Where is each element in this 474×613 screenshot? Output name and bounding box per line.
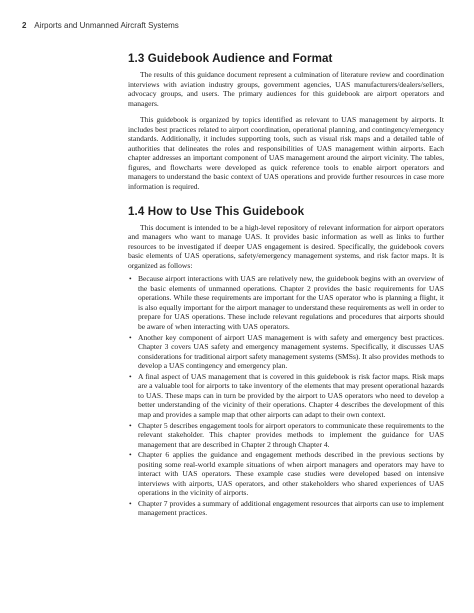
running-head-title: Airports and Unmanned Aircraft Systems (34, 21, 179, 30)
section-audience-format (128, 52, 444, 192)
page-number: 2 (22, 21, 27, 30)
list-item-text: A final aspect of UAS management that is covered in this guidebook is risk factor maps. Risk maps are a valuable tool for airports to take inventory of the elements that may present operational hazards to UAS. These maps can in turn be provided by the airport to UAS operators who need to develop a better understanding of the vicinity of their operations. Chapter 4 describes the development of this map and provides a sample map that other airports can adapt to their own context. (138, 371, 444, 419)
list-item (128, 450, 444, 498)
bullet-glyph: • (129, 450, 132, 460)
section-how-to-use (128, 205, 444, 518)
bullet-glyph: • (129, 371, 132, 381)
list-item-text: Because airport interactions with UAS are relatively new, the guidebook begins with an overview of the basic elements of unmanned operations. Chapter 2 provides the basic requirements for UAS operations. While these requirements are important for the UAS operator who is planning a flight, it is also equally important for the airport manager to understand these requirements as well in order to prepare for UAS operations. These include relevant regulations and procedures that airports should be aware of when interacting with UAS operators. (138, 274, 444, 332)
list-item-text: Chapter 6 applies the guidance and engagement methods described in the previous sections by positing some real-world example situations of when airport managers and operators may have to interact with UAS operators. These example case studies were developed based on intensive interviews with airports, UAS operators, and other stakeholders who shared experiences of UAS operations in the vicinity of airports. (138, 450, 444, 498)
bullet-glyph: • (129, 498, 132, 508)
paragraph: This document is intended to be a high-level repository of relevant information for airport operators and managers who want to manage UAS. It provides basic information as well as links to further resources to be investigated if deeper UAS engagement is desired. Specifically, the guidebook covers basic elements of UAS operations, safety/emergency management systems, and risk factor maps. It is organized as follows: (128, 222, 444, 270)
list-item-text: Chapter 5 describes engagement tools for airport operators to communicate these requirements to the relevant stakeholder. This chapter provides methods to implement the guidance for UAS management that are described in Chapter 2 through Chapter 4. (138, 420, 444, 449)
bullet-glyph: • (129, 420, 132, 430)
section-heading-1-3: 1.3 Guidebook Audience and Format (128, 52, 333, 65)
bullet-glyph: • (129, 332, 132, 342)
running-head (22, 21, 452, 30)
list-item (128, 421, 444, 450)
list-item-text: Another key component of airport UAS management is with safety and emergency best practices. Chapter 3 covers UAS safety and emergency management systems. Specifically, it discusses UAS considerations for traditional airport safety management systems (SMSs). It also provides methods to develop a UAS contingency and emergency plan. (138, 332, 444, 371)
bullet-glyph: • (129, 274, 132, 284)
list-item-text: Chapter 7 provides a summary of additional engagement resources that airports can use to implement management practices. (138, 498, 444, 518)
list-item (128, 499, 444, 518)
list-item (128, 274, 444, 331)
body-content (128, 52, 444, 519)
list-item (128, 372, 444, 420)
paragraph: The results of this guidance document represent a culmination of literature review and coordination interviews with aviation industry groups, government agencies, UAS manufacturers/dealers/sellers, advocacy groups, and users. The primary audiences for this guidebook are airport operators and managers. (128, 70, 444, 108)
paragraph: This guidebook is organized by topics identified as relevant to UAS management by airports. It includes best practices related to airport coordination, operational planning, and contingency/emergency standards. Additionally, it includes supporting tools, such as visual risk maps and a detailed table of authorities that delineates the roles and responsibilities of UAS management within airports. Each chapter addresses an important component of UAS management around the airport vicinity. The tables, figures, and flowcharts were developed as quick reference tools to enable airport operators and managers to understand the basic context of UAS operations and provide further resources in case more information is required. (128, 115, 444, 192)
chapter-list (128, 274, 444, 518)
section-heading-1-4: 1.4 How to Use This Guidebook (128, 204, 305, 218)
list-item (128, 333, 444, 371)
